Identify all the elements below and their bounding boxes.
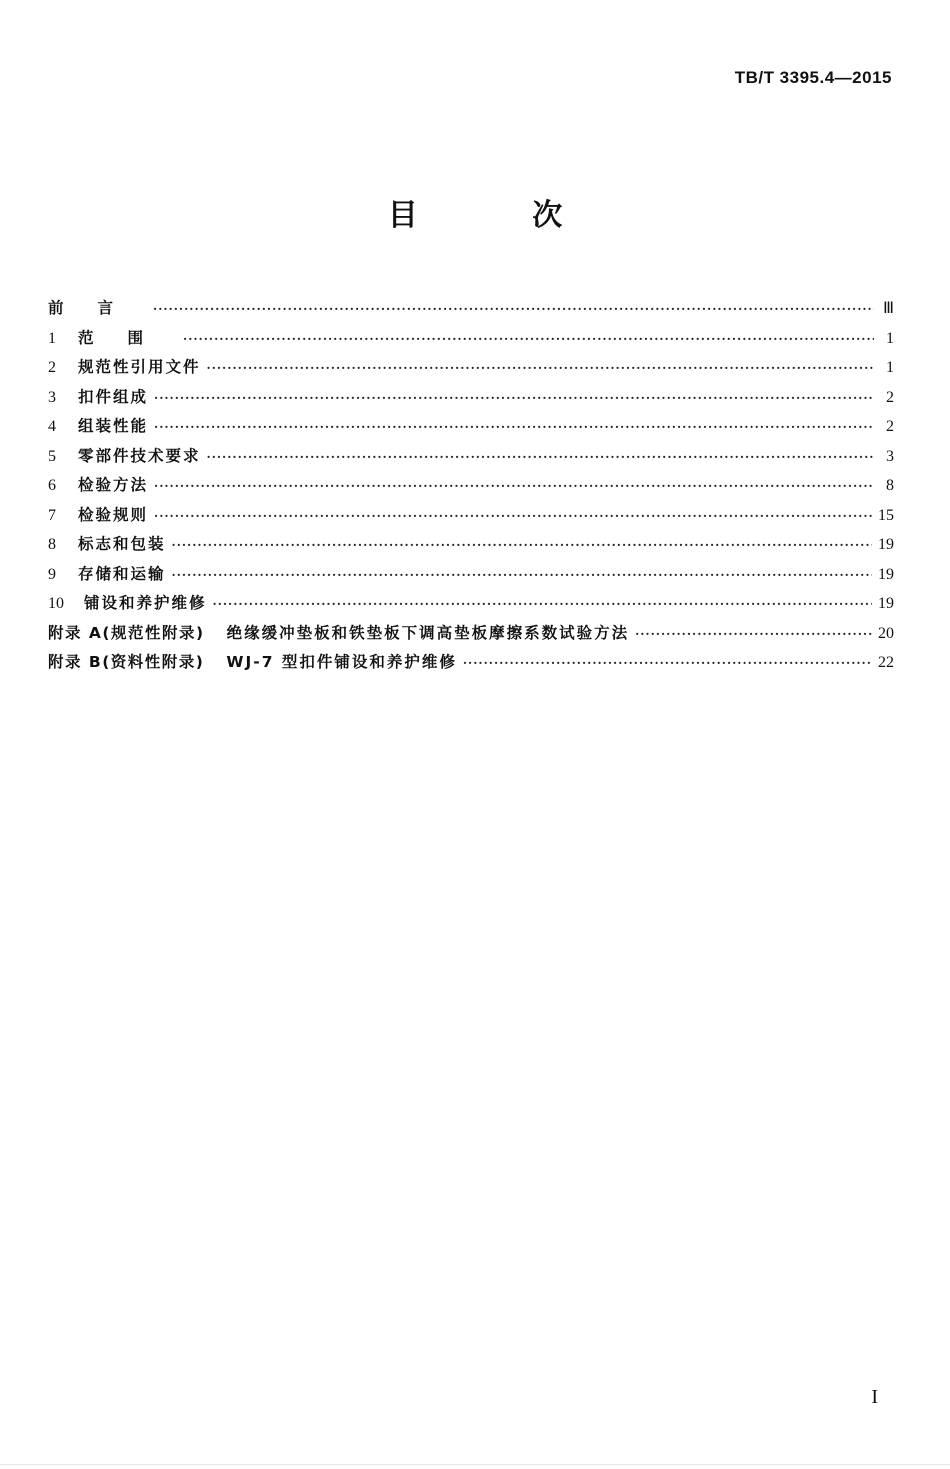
toc-entry-number: 5 bbox=[48, 447, 56, 465]
toc-entry-number: 9 bbox=[48, 565, 56, 583]
page-edge-divider bbox=[0, 1464, 950, 1465]
toc-entry-page: Ⅲ bbox=[882, 300, 894, 317]
toc-entry-4[interactable] bbox=[48, 414, 894, 444]
toc-entry-10[interactable] bbox=[48, 591, 894, 621]
toc-entry-label: 组装性能 bbox=[78, 417, 149, 435]
table-of-contents bbox=[48, 296, 894, 680]
toc-leader-dots bbox=[172, 568, 872, 582]
toc-entry-page: 19 bbox=[878, 565, 894, 583]
toc-entry-1[interactable] bbox=[48, 326, 894, 356]
toc-entry-number: 7 bbox=[48, 506, 56, 524]
toc-leader-dots bbox=[463, 656, 872, 670]
toc-entry-page: 19 bbox=[878, 595, 894, 612]
toc-entry-page: 2 bbox=[886, 388, 894, 406]
toc-leader-dots bbox=[635, 627, 872, 641]
toc-entry-label: WJ-7 型扣件铺设和养护维修 bbox=[226, 653, 457, 671]
toc-entry-page: 20 bbox=[878, 624, 894, 642]
toc-entry-label: 铺设和养护维修 bbox=[84, 594, 207, 612]
toc-entry-number: 8 bbox=[48, 536, 56, 553]
toc-entry-9[interactable] bbox=[48, 562, 894, 592]
toc-leader-dots bbox=[213, 597, 872, 611]
toc-entry-page: 8 bbox=[886, 477, 894, 494]
toc-entry-page: 1 bbox=[886, 329, 894, 347]
toc-entry-number: 2 bbox=[48, 359, 56, 376]
toc-entry-page: 1 bbox=[886, 359, 894, 376]
toc-leader-dots bbox=[154, 420, 874, 434]
toc-entry-label: 标志和包装 bbox=[78, 535, 166, 553]
toc-entry-page: 19 bbox=[878, 536, 894, 553]
page-title: 目 次 bbox=[387, 198, 615, 233]
toc-leader-dots bbox=[153, 302, 874, 316]
toc-entry-number: 1 bbox=[48, 329, 56, 347]
toc-entry-page: 15 bbox=[878, 506, 894, 524]
standard-code: TB/T 3395.4—2015 bbox=[734, 68, 892, 87]
toc-entry-label: 规范性引用文件 bbox=[78, 358, 201, 376]
toc-leader-dots bbox=[172, 538, 872, 552]
toc-entry-6[interactable] bbox=[48, 473, 894, 503]
toc-entry-number: 6 bbox=[48, 477, 56, 494]
appendix-prefix: 附录 B(资料性附录) bbox=[48, 653, 205, 671]
toc-entry-label: 绝缘缓冲垫板和铁垫板下调高垫板摩擦系数试验方法 bbox=[226, 623, 630, 642]
toc-entry-3[interactable] bbox=[48, 385, 894, 415]
toc-entry-label: 检验规则 bbox=[78, 505, 149, 524]
toc-entry-5[interactable] bbox=[48, 444, 894, 474]
toc-entry-number: 10 bbox=[48, 595, 64, 612]
toc-entry-appendix-a[interactable] bbox=[48, 621, 894, 651]
toc-entry-7[interactable] bbox=[48, 503, 894, 533]
toc-entry-2[interactable] bbox=[48, 355, 894, 385]
toc-leader-dots bbox=[207, 450, 874, 464]
toc-entry-appendix-b[interactable] bbox=[48, 650, 894, 680]
toc-entry-8[interactable] bbox=[48, 532, 894, 562]
toc-entry-number: 3 bbox=[48, 388, 56, 406]
toc-leader-dots bbox=[154, 391, 874, 405]
toc-entry-label: 前言 bbox=[48, 299, 148, 317]
toc-entry-page: 2 bbox=[886, 418, 894, 435]
toc-leader-dots bbox=[154, 479, 874, 493]
toc-entry-foreword[interactable] bbox=[48, 296, 894, 326]
toc-entry-label: 存储和运输 bbox=[78, 564, 166, 583]
toc-entry-label: 范围 bbox=[78, 328, 178, 347]
appendix-prefix: 附录 A(规范性附录) bbox=[48, 623, 205, 642]
toc-entry-page: 3 bbox=[886, 447, 894, 465]
toc-leader-dots bbox=[207, 361, 874, 375]
toc-entry-number: 4 bbox=[48, 418, 56, 435]
toc-entry-label: 扣件组成 bbox=[78, 387, 149, 406]
toc-entry-page: 22 bbox=[878, 654, 894, 671]
page-number: I bbox=[871, 1386, 878, 1408]
toc-entry-label: 检验方法 bbox=[78, 476, 149, 494]
toc-leader-dots bbox=[154, 509, 872, 523]
toc-entry-label: 零部件技术要求 bbox=[78, 446, 201, 465]
toc-leader-dots bbox=[183, 332, 874, 346]
